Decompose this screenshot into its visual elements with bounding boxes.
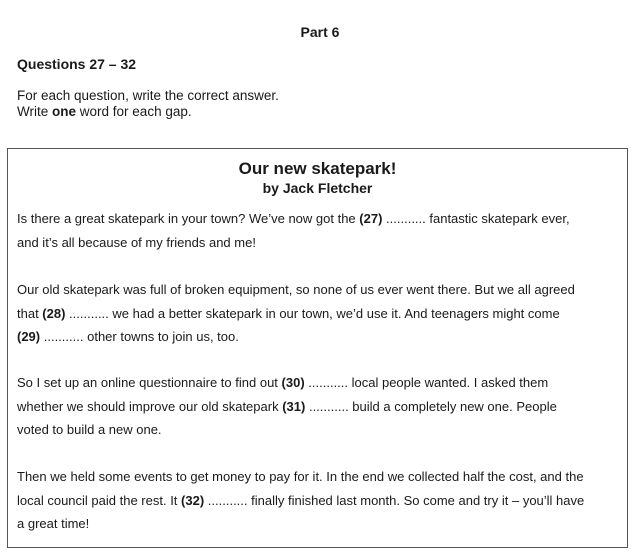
instruction-line-2 xyxy=(17,104,279,120)
text-line xyxy=(17,207,622,231)
text-run: local people wanted. I asked them xyxy=(348,375,549,390)
gap-28[interactable]: ........... xyxy=(69,305,109,321)
gap-number-27: (27) xyxy=(359,211,383,226)
text-run: other towns to join us, too. xyxy=(83,329,239,344)
text-line xyxy=(17,302,622,326)
text-run: finally finished last month. So come and try it – you’ll have xyxy=(247,492,585,508)
article-paragraph-2 xyxy=(17,278,622,349)
instruction-line-1: For each question, write the correct answer. xyxy=(17,88,279,103)
text-run: Is there a great skatepark in your town? We’ve now got the xyxy=(17,211,360,226)
article-paragraph-4 xyxy=(17,465,622,536)
article-box xyxy=(7,148,628,548)
instruction-text: word for each gap. xyxy=(76,104,192,119)
text-line xyxy=(17,371,622,395)
article-title: Our new skatepark! xyxy=(238,159,397,178)
text-line xyxy=(17,325,622,349)
text-run: that xyxy=(17,305,43,321)
gap-30[interactable]: ........... xyxy=(308,375,349,390)
text-run: So I set up an online questionnaire to find out xyxy=(17,375,282,390)
gap-number-30: (30) xyxy=(281,375,305,390)
instruction-text: Write xyxy=(17,104,53,119)
gap-number-29: (29) xyxy=(17,329,41,344)
instructions xyxy=(17,88,279,120)
text-line xyxy=(17,395,622,419)
article-paragraph-1 xyxy=(17,207,622,254)
part-title: Part 6 xyxy=(300,24,340,40)
text-run: local council paid the rest. It xyxy=(17,492,182,508)
text-line: voted to build a new one. xyxy=(17,422,162,437)
gap-29[interactable]: ........... xyxy=(43,329,84,344)
text-line xyxy=(17,489,622,513)
text-run: whether we should improve our old skatepark xyxy=(17,398,283,414)
gap-number-31: (31) xyxy=(282,398,306,414)
gap-31[interactable]: ........... xyxy=(308,398,349,414)
gap-32[interactable]: ........... xyxy=(207,492,248,508)
instruction-emphasis: one xyxy=(52,104,77,119)
text-line: a great time! xyxy=(17,516,90,531)
questions-heading: Questions 27 – 32 xyxy=(17,56,137,72)
article-paragraph-3 xyxy=(17,371,622,442)
text-run: build a completely new one. People xyxy=(348,398,557,414)
text-line: and it’s all because of my friends and me! xyxy=(17,234,256,250)
text-line: Our old skatepark was full of broken equipment, so none of us ever went there. But we all agreed xyxy=(17,282,575,297)
text-run: fantastic skatepark ever, xyxy=(425,211,570,226)
text-run: we had a better skatepark in our town, we’d use it. And teenagers might come xyxy=(108,305,560,321)
article-byline: by Jack Fletcher xyxy=(262,180,373,196)
gap-number-28: (28) xyxy=(42,305,66,321)
gap-27[interactable]: ........... xyxy=(386,211,426,226)
gap-number-32: (32) xyxy=(181,492,205,508)
text-line: Then we held some events to get money to pay for it. In the end we collected half the cost, and the xyxy=(17,469,584,484)
